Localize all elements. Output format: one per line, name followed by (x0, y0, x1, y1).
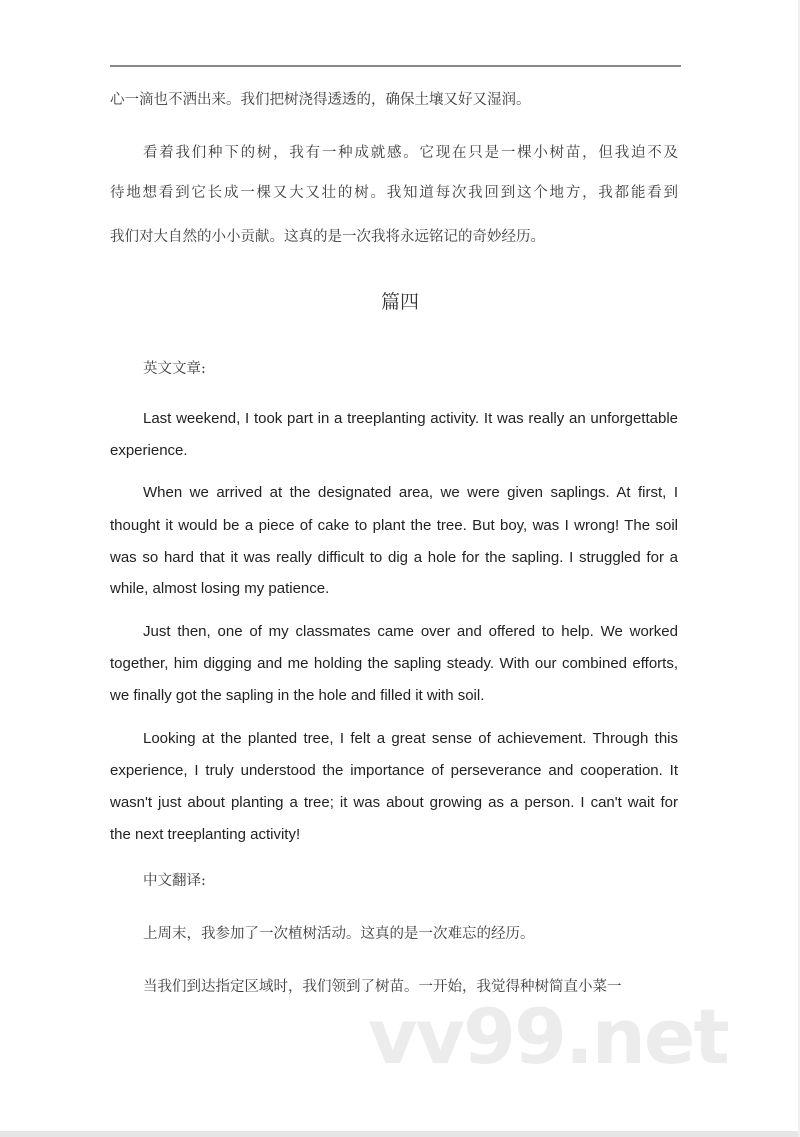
text-line: while, almost losing my patience. (110, 580, 330, 597)
text-line: together, him digging and me holding the sapling steady. With our combined efforts, (110, 655, 678, 672)
english-label: 英文文章: (143, 361, 206, 377)
page-bottom-edge (0, 1131, 800, 1137)
text-line: 待地想看到它长成一棵又大又壮的树。我知道每次我回到这个地方，我都能看到 (110, 185, 678, 201)
text-line: thought it would be a piece of cake to plant the tree. But boy, was I wrong! The soil (110, 517, 678, 534)
text-line: 当我们到达指定区域时，我们领到了树苗。一开始，我觉得种树简直小菜一 (143, 979, 622, 995)
section-title: 篇四 (380, 291, 419, 313)
text-line: Last weekend, I took part in a treeplanting activity. It was really an unforgettable (143, 410, 678, 427)
text-line: we finally got the sapling in the hole and filled it with soil. (110, 687, 485, 704)
text-line: 看着我们种下的树，我有一种成就感。它现在只是一棵小树苗，但我迫不及 (143, 145, 678, 161)
text-line: was so hard that it was really difficult to dig a hole for the sapling. I struggled for a (110, 549, 678, 566)
text-line: the next treeplanting activity! (110, 826, 301, 843)
chinese-label: 中文翻译: (143, 873, 206, 889)
text-line: Just then, one of my classmates came over and offered to help. We worked (143, 623, 678, 640)
text-line: Looking at the planted tree, I felt a great sense of achievement. Through this (143, 730, 678, 747)
text-line: experience, I truly understood the importance of perseverance and cooperation. It (110, 762, 678, 779)
header-rule (110, 65, 681, 67)
text-line: When we arrived at the designated area, we were given saplings. At first, I (143, 484, 678, 501)
text-line: 心一滴也不洒出来。我们把树浇得透透的，确保土壤又好又湿润。 (110, 92, 531, 108)
text-line: 我们对大自然的小小贡献。这真的是一次我将永远铭记的奇妙经历。 (110, 229, 545, 245)
text-line: wasn't just about planting a tree; it was about growing as a person. I can't wait for (110, 794, 678, 811)
watermark: vv99.net (368, 992, 728, 1081)
text-line: 上周末，我参加了一次植树活动。这真的是一次难忘的经历。 (143, 926, 535, 942)
text-line: experience. (110, 442, 188, 459)
